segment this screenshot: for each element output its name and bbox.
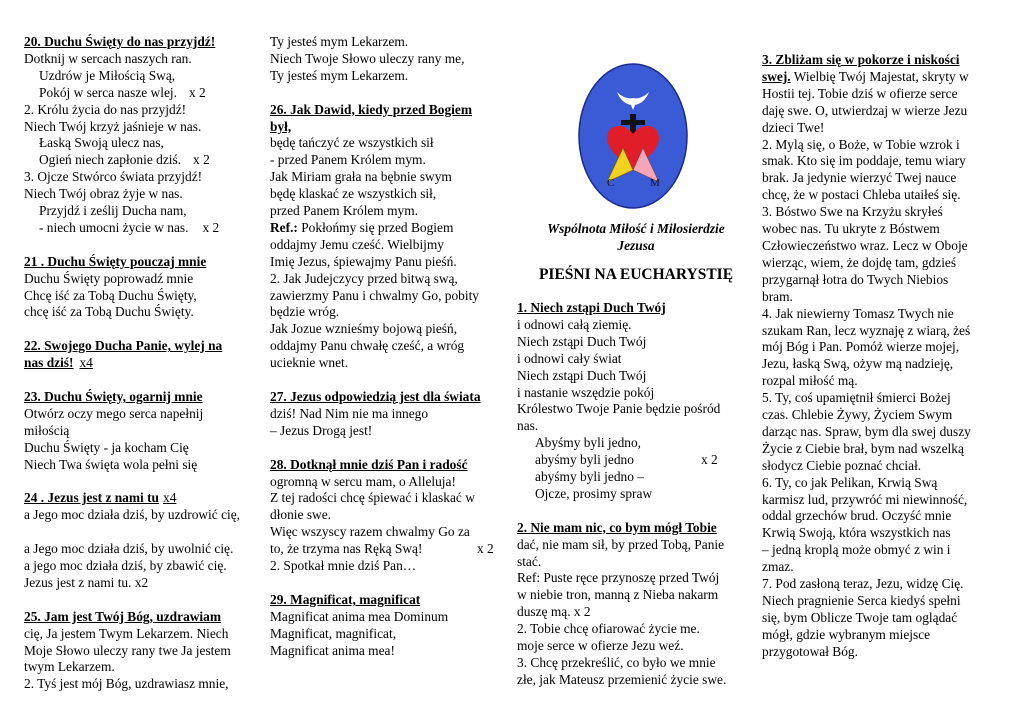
song-2-line: moje serce w ofierze Jezu weź. xyxy=(517,638,684,654)
song-20-line: Dotknij w sercach naszych ran. xyxy=(24,50,192,66)
song-3-line: 6. Ty, co jak Pelikan, Krwią Swą xyxy=(762,474,938,490)
song-1-line: abyśmy byli jedno – xyxy=(535,469,644,485)
song-2-line: duszę mą. x 2 xyxy=(517,604,591,620)
song-3-line: 5. Ty, coś upamiętnił śmierci Bożej xyxy=(762,390,951,406)
song-2-line: 3. Chcę przekreślić, co było we mnie xyxy=(517,655,716,671)
song-28-line: 2. Spotkał mnie dziś Pan… xyxy=(270,558,417,574)
song-3-line: szukam Ran, lecz wyznaję z wiarą, żeś xyxy=(762,322,971,338)
community-name: Wspólnota Miłość i Miłosierdzie Jezusa xyxy=(547,221,725,253)
song-1-line: i odnowi cały świat xyxy=(517,350,622,366)
song-28-line: dłonie swe. xyxy=(270,507,331,523)
logo-letter-c: C xyxy=(607,177,615,189)
song-20-line: - niech umocni życie w nas. x 2 xyxy=(39,219,220,235)
song-26-line: Imię Jezus, śpiewajmy Panu pieśń. xyxy=(270,253,457,269)
song-21-title: 21 . Duchu Święty pouczaj mnie xyxy=(24,253,207,269)
song-24-line: Jezus jest z nami tu. x2 xyxy=(24,574,149,590)
song-3-line: Niech pragnienie Serca kiedyś spełni xyxy=(762,593,961,608)
song-1-line: Ojcze, prosimy spraw xyxy=(535,485,653,501)
song-3-line: Hostii tej. Tobie dziś w ofierze serce xyxy=(762,85,958,101)
song-20-line: Ogień niech zapłonie dziś. x 2 xyxy=(39,152,210,168)
song-3-line: mój Bóg i Pan. Pomóż wierze mojej, xyxy=(762,339,960,355)
song-1-line: Abyśmy byli jedno, xyxy=(535,435,642,451)
song-26-line: zawierzmy Panu i chwalmy Go, pobity xyxy=(270,287,479,303)
song-3-line: smak. Kto się im poddaje, temu wiary xyxy=(762,153,966,169)
song-22-title-cont: nas dziś! x4 xyxy=(24,355,93,371)
song-3-line: Jezu, łaską Swą, ożyw mą nadzieję, xyxy=(762,356,954,372)
song-25-line: Moje Słowo uleczy rany twe Ja jestem xyxy=(24,642,231,658)
song-23-line: Otwórz oczy mego serca napełnij xyxy=(24,405,204,421)
song-21-line: chcę iść za Tobą Duchu Święty. xyxy=(24,304,194,320)
song-2-line: dać, nie mam sił, by przed Tobą, Panie xyxy=(517,536,725,552)
song-1-line: i odnowi całą ziemię. xyxy=(517,316,632,332)
song-23-title: 23. Duchu Święty, ogarnij mnie xyxy=(24,388,203,404)
song-3-line: 4. Jak niewierny Tomasz Twych nie xyxy=(762,305,954,321)
song-20-line: Przyjdź i ześlij Ducha nam, xyxy=(39,203,187,219)
song-3-title: 3. Zbliżam się w pokorze i niskości xyxy=(762,52,960,67)
song-26-line: Jak Miriam grała na bębnie swym xyxy=(270,169,452,185)
song-24-line: a Jego moc działa dziś, by uwolnić cię. xyxy=(24,541,234,557)
song-3-line: wobec nas. Tu ukryte z Bóstwem xyxy=(762,221,940,237)
song-28-line: Więc wszyscy razem chwalmy Go za xyxy=(270,524,470,540)
song-3-line: – jedną kroplą może obmyć z win i xyxy=(762,542,951,558)
song-26-title-cont: był, xyxy=(270,118,292,134)
song-20-line: Niech Twój krzyż jaśnieje w nas. xyxy=(24,118,202,134)
song-2-line: w niebie tron, manną z Nieba nakarm xyxy=(517,587,719,603)
song-26-line: będę klaskać ze wszystkich sił, xyxy=(270,186,437,202)
song-24-line: a Jego moc działa dziś, by uzdrowić cię, xyxy=(24,507,241,523)
song-20-line: Uzdrów je Miłością Swą, xyxy=(39,67,176,83)
song-26-line: ucieknie wnet. xyxy=(270,355,349,371)
song-3-line: bram. xyxy=(762,288,793,304)
song-1-line: nas. xyxy=(517,418,539,434)
song-3-line: daję swe. O, utwierdzaj w wierze Jezu xyxy=(762,102,968,118)
song-25-cont-line: Ty jesteś mym Lekarzem. xyxy=(270,34,409,49)
song-3-line: przygarnął łotra do Twych Niebios xyxy=(762,271,949,287)
song-20-line: Niech Twój obraz żyje w nas. xyxy=(24,186,183,202)
song-25-line: cię, Ja jestem Twym Lekarzem. Niech xyxy=(24,625,229,641)
song-3-line: swej. Wielbię Twój Majestat, skryty w xyxy=(762,68,969,84)
song-3-line: wierząc, wiem, że dojdę tam, gdzieś xyxy=(762,254,957,270)
song-20-line: 3. Ojcze Stwórco świata przyjdź! xyxy=(24,169,203,185)
song-3-line: przygotował Bóg. xyxy=(762,643,858,659)
song-1-line: Niech zstąpi Duch Twój xyxy=(517,333,647,349)
song-22-title: 22. Swojego Ducha Panie, wylej na xyxy=(24,338,223,354)
song-24-title: 24 . Jezus jest z nami tu x4 xyxy=(24,490,177,506)
song-1-title: 1. Niech zstąpi Duch Twój xyxy=(517,300,666,315)
song-1-line: abyśmy byli jedno x 2 xyxy=(535,452,718,468)
song-3-line: słodycz Ciebie poznać chciał. xyxy=(762,457,922,473)
song-27-line: dziś! Nad Nim nie ma innego xyxy=(270,405,429,421)
song-21-line: Chcę iść za Tobą Duchu Święty, xyxy=(24,287,197,303)
song-3-line: rozpal miłość mą. xyxy=(762,373,858,389)
song-24-line: a jego moc działa dziś, by zbawić cię. xyxy=(24,558,227,574)
song-26-line: Jak Jozue wznieśmy bojową pieśń, xyxy=(270,321,458,337)
community-logo xyxy=(577,62,689,210)
song-3-line: Życie z Ciebie brał, bym nad wszelką xyxy=(762,440,964,456)
song-2-line: 2. Tobie chcę ofiarować życie me. xyxy=(517,621,700,637)
song-3-line: oddal grzechów brud. Oczyść mnie xyxy=(762,508,952,524)
song-3-line: 3. Bóstwo Swe na Krzyżu skryłeś xyxy=(762,204,943,220)
song-26-line: przed Panem Królem mym. xyxy=(270,203,419,219)
song-23-line: Duchu Święty - ja kocham Cię xyxy=(24,439,189,455)
song-29-line: Magnificat, magnificat, xyxy=(270,625,397,641)
song-23-line: miłością xyxy=(24,422,70,438)
song-29-line: Magnificat anima mea Dominum xyxy=(270,608,449,624)
column-3 xyxy=(517,300,755,689)
song-3-line: darząc nas. Spraw, bym dla swej duszy xyxy=(762,423,971,439)
song-28-title: 28. Dotknął mnie dziś Pan i radość xyxy=(270,456,468,472)
song-1-line: i nastanie wszędzie pokój xyxy=(517,384,655,400)
song-1-line: Królestwo Twoje Panie będzie pośród xyxy=(517,401,721,417)
column-1 xyxy=(24,34,260,693)
song-25-title: 25. Jam jest Twój Bóg, uzdrawiam xyxy=(24,608,222,624)
song-3-line: 2. Mylą się, o Boże, w Tobie wzrok i xyxy=(762,136,960,152)
song-2-line: Ref: Puste ręce przynoszę przed Twój xyxy=(517,570,720,586)
song-21-line: Duchu Święty poprowadź mnie xyxy=(24,270,194,286)
song-25-cont-line: Ty jesteś mym Lekarzem. xyxy=(270,67,409,83)
song-26-title: 26. Jak Dawid, kiedy przed Bogiem xyxy=(270,101,472,117)
song-27-title: 27. Jezus odpowiedzią jest dla świata xyxy=(270,389,481,404)
song-25-cont-line: Niech Twoje Słowo uleczy rany me, xyxy=(270,50,465,66)
song-20-line: Łaską Swoją ulecz nas, xyxy=(39,135,164,151)
song-28-line: ogromną w sercu mam, o Alleluja! xyxy=(270,473,456,489)
song-25-line: 2. Tyś jest mój Bóg, uzdrawiasz mnie, xyxy=(24,676,229,692)
song-20-line: 2. Królu życia do nas przyjdź! xyxy=(24,101,187,117)
song-27-line: – Jezus Drogą jest! xyxy=(270,422,373,438)
song-28-line: Z tej radości chcę śpiewać i klaskać w xyxy=(270,490,475,506)
song-3-line: zmaz. xyxy=(762,559,794,575)
song-28-line: to, że trzyma nas Ręką Swą! x 2 xyxy=(270,541,494,557)
song-3-line: mógł, gdzie wybranym miejsce xyxy=(762,626,931,642)
song-26-line: oddajmy Panu chwałę cześć, a wróg xyxy=(270,338,465,354)
song-3-line: się, bym Oblicze Twoje tam oglądać xyxy=(762,609,958,625)
song-26-line: będzie wróg. xyxy=(270,304,340,320)
song-2-line: złe, jak Mateusz przemienić życie swe. xyxy=(517,671,727,687)
song-20-line: Pokój w serca nasze wlej. x 2 xyxy=(39,84,206,100)
song-3-line: brak. Ja jedynie wierzyć Twej nauce xyxy=(762,170,957,186)
song-26-line: oddajmy Jemu cześć. Wielbijmy xyxy=(270,236,444,252)
song-29-title: 29. Magnificat, magnificat xyxy=(270,591,421,607)
song-3-line: Krwią Swoją, która wszystkich nas xyxy=(762,525,951,541)
song-26-line: 2. Jak Judejczycy przed bitwą swą, xyxy=(270,270,458,286)
song-23-line: Niech Twa święta wola pełni się xyxy=(24,456,198,472)
column-4 xyxy=(762,52,998,661)
song-3-line: 7. Pod zasłoną teraz, Jezu, widzę Cię. xyxy=(762,576,964,592)
song-3-line: dzieci Twe! xyxy=(762,119,825,135)
song-26-line: - przed Panem Królem mym. xyxy=(270,152,426,168)
song-1-line: Niech zstąpi Duch Twój xyxy=(517,367,647,383)
song-3-line: karmisz lud, przywróć mi niewinność, xyxy=(762,491,968,507)
logo-letter-m: M xyxy=(650,177,660,189)
song-26-line: będę tańczyć ze wszystkich sił xyxy=(270,135,434,151)
song-3-line: czas. Chlebie Żywy, Życiem Swym xyxy=(762,407,953,423)
song-2-title: 2. Nie mam nic, co bym mógł Tobie xyxy=(517,519,717,535)
song-20-title: 20. Duchu Święty do nas przyjdź! xyxy=(24,34,216,49)
song-3-line: Człowieczeństwo wraz. Lecz w Oboje xyxy=(762,237,968,253)
song-29-line: Magnificat anima mea! xyxy=(270,642,395,658)
page-title: PIEŚNI NA EUCHARYSTIĘ xyxy=(538,266,734,283)
song-25-line: twym Lekarzem. xyxy=(24,659,115,675)
song-26-ref: Ref.: Pokłońmy się przed Bogiem xyxy=(270,219,454,235)
song-3-line: chcę, że w postaci Chleba utaiłeś się. xyxy=(762,187,961,203)
song-2-line: stać. xyxy=(517,553,542,569)
column-2 xyxy=(270,34,508,659)
